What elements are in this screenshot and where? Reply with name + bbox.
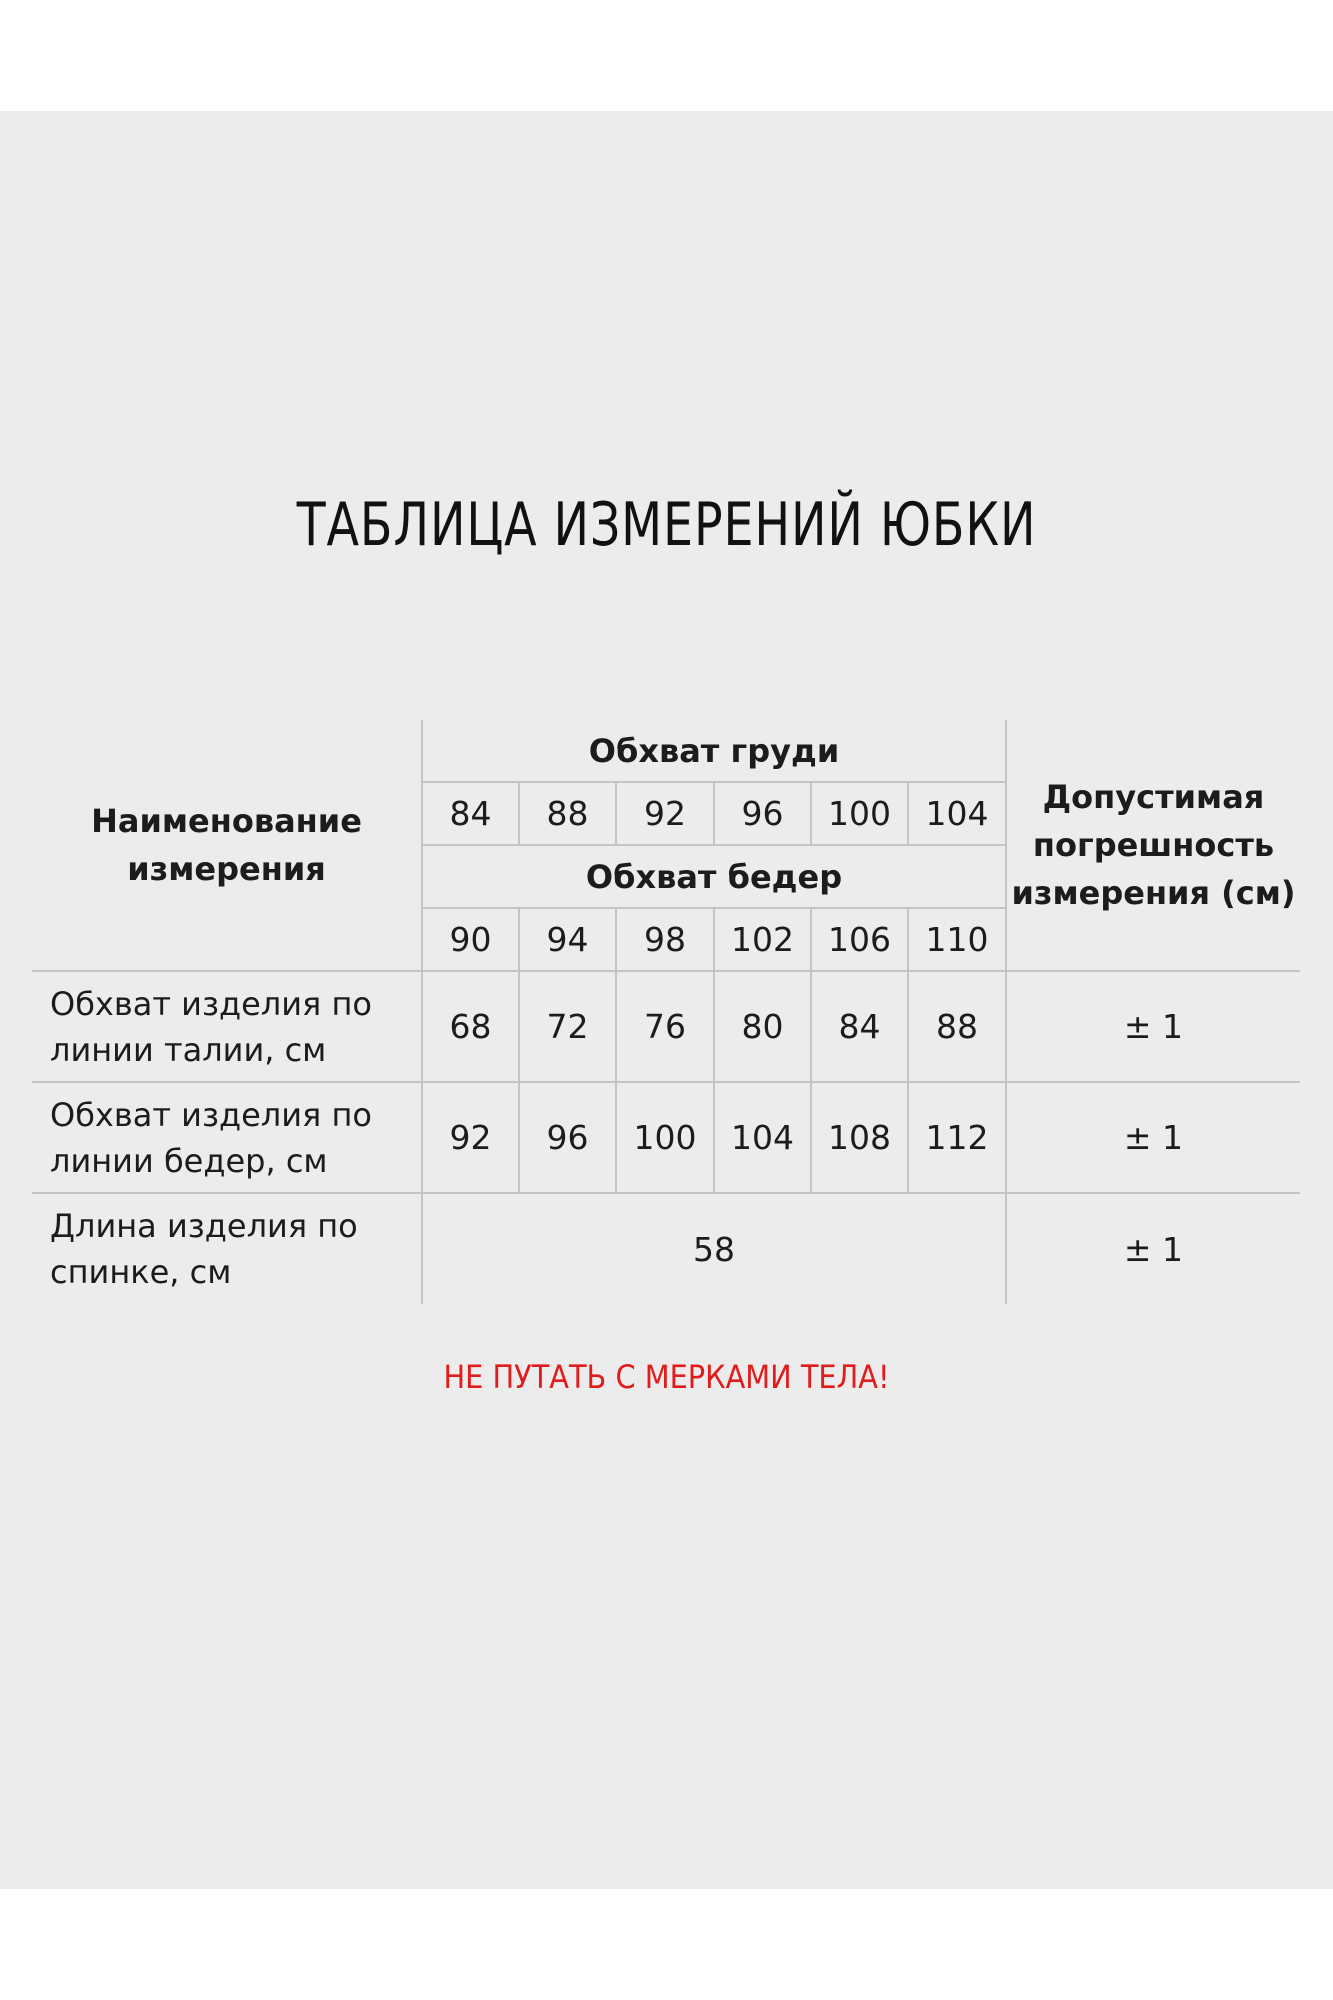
table-cell: 68 [422, 971, 519, 1082]
table-row [32, 1193, 1300, 1304]
row-label: Обхват изделия по линии бедер, см [32, 1082, 422, 1193]
table-cell: 72 [519, 971, 616, 1082]
table-cell: 92 [422, 1082, 519, 1193]
hip-size: 94 [519, 908, 616, 971]
hip-size: 90 [422, 908, 519, 971]
chest-size: 100 [811, 782, 908, 845]
table-row [32, 971, 1300, 1082]
table-cell: 84 [811, 971, 908, 1082]
hip-size: 98 [616, 908, 714, 971]
tolerance-header: Допустимая погрешность измерения (см) [1006, 720, 1300, 971]
table-row [32, 1082, 1300, 1193]
table-cell: 104 [714, 1082, 811, 1193]
chest-size: 88 [519, 782, 616, 845]
measurement-name-header: Наименование измерения [32, 720, 422, 971]
table-cell: 112 [908, 1082, 1006, 1193]
warning-note: НЕ ПУТАТЬ С МЕРКАМИ ТЕЛА! [443, 1358, 890, 1396]
chest-size: 92 [616, 782, 714, 845]
row-label: Длина изделия по спинке, см [32, 1193, 422, 1304]
page-title: ТАБЛИЦА ИЗМЕРЕНИЙ ЮБКИ [296, 490, 1037, 560]
table-cell: 76 [616, 971, 714, 1082]
chest-size: 84 [422, 782, 519, 845]
hip-header: Обхват бедер [422, 845, 1006, 908]
size-table [32, 720, 1300, 1304]
chest-size: 96 [714, 782, 811, 845]
hip-size: 110 [908, 908, 1006, 971]
row-label: Обхват изделия по линии талии, см [32, 971, 422, 1082]
hip-size: 102 [714, 908, 811, 971]
tolerance-cell: ± 1 [1006, 1082, 1300, 1193]
table-cell: 96 [519, 1082, 616, 1193]
tolerance-cell: ± 1 [1006, 971, 1300, 1082]
table-cell: 108 [811, 1082, 908, 1193]
chest-header: Обхват груди [422, 720, 1006, 782]
table-cell: 58 [422, 1193, 1006, 1304]
table-cell: 100 [616, 1082, 714, 1193]
table-cell: 80 [714, 971, 811, 1082]
chest-size: 104 [908, 782, 1006, 845]
tolerance-cell: ± 1 [1006, 1193, 1300, 1304]
table-cell: 88 [908, 971, 1006, 1082]
hip-size: 106 [811, 908, 908, 971]
